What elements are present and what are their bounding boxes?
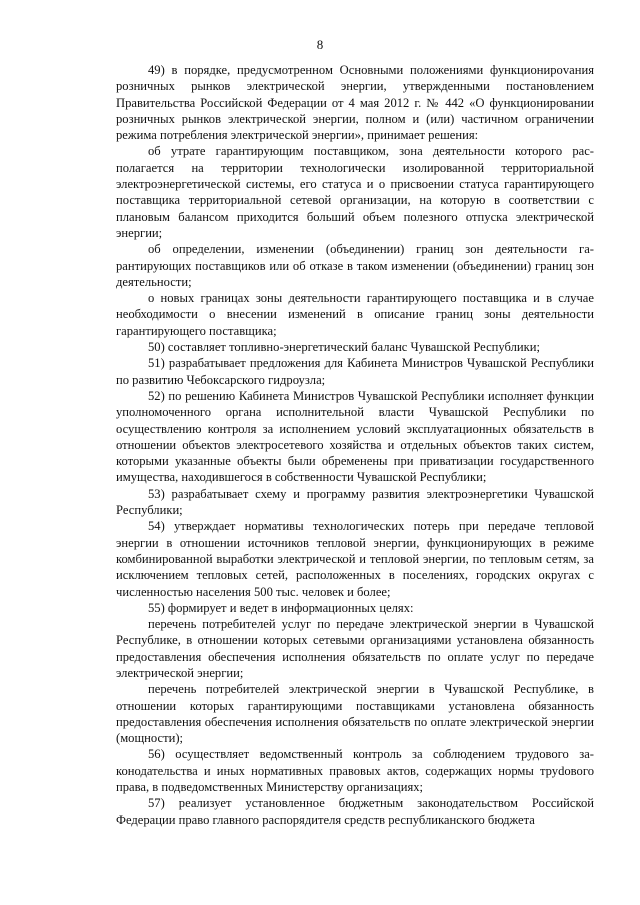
paragraph-54: 54) утверждает нормативы технологических потерь при передаче тепловой энергии в отношении источников тепловой энергии, функционирующих в режиме комбинированной выработки электрической и тепловой энергии, по тепловым сетям, за исключением тепловых сетей, расположенных в поселениях, городских округах с численностью населения 500 тыс. человек и более;	[116, 519, 594, 599]
paragraph-53: 53) разрабатывает схему и программу развития электроэнергетики Чувашской Республики;	[116, 486, 594, 518]
paragraph-57: 57) реализует установленное бюджетным законодательством Российской Федерации право главного распорядителя средств республиканского бюджета	[116, 796, 594, 827]
document-body	[116, 62, 594, 828]
paragraph-49-new-borders: о новых границах зоны деятельности гарантирующего поставщика и в случае необходимости о внесении изменений в описание границ зоны деятельности гарантирующего поставщика;	[116, 291, 594, 338]
paragraph-52: 52) по решению Кабинета Министров Чувашской Республики исполняет функции уполномоченного органа исполнительной власти Чувашской Республики по осуществлению контроля за исполнением условий эксплуатационных обязательств в отношении объектов электросетевого хозяйства и отдельных объектов таких систем, которыми указанные объекты были обременены при приватизации государственного имущества, находившегося в собственности Чувашской Республики;	[116, 388, 594, 485]
paragraph-55: 55) формирует и ведет в информационных целях:	[148, 600, 414, 615]
paragraph-49-status-loss: об утрате гарантирующим поставщиком, зона деятельности которого располагается на территории технологически изолированной территориальной электроэнергетической системы, его статуса и о присвоении статуса гарантирующего поставщика территориальной сетевой организации, на которую в соответствии с плановым балансом приходится больший объем полезного отпуска электрической энергии;	[116, 144, 594, 240]
paragraph-49: 49) в порядке, предусмотренном Основными положениями функционироvания розничных рынков электрической энергии, утвержденными постановлением Правительства Российской Федерации от 4 мая 2012 г. № 442 «О функционировании розничных рынков электрической энергии, полном и (или) частичном ограничении режима потребления электрической энергии», принимает решения:	[116, 63, 594, 143]
paragraph-49-zone-borders: об определении, изменении (объединении) границ зон деятельности гарантирующих поставщиков или об отказе в таком изменении (объединении) границ зон деятельности;	[116, 242, 594, 289]
paragraph-51: 51) разрабатывает предложения для Кабинета Министров Чувашской Республики по развитию Чебоксарского гидроузла;	[116, 356, 594, 387]
paragraph-55-energy-consumers: перечень потребителей электрической энергии в Чувашской Республике, в отношении которых гарантирующими поставщиками установлена обязанность предоставления обеспечения исполнения обязательств по оплате электрической энергии (мощности);	[116, 682, 594, 746]
paragraph-56: 56) осуществляет ведомственный контроль за соблюдением трудового законодательства и иных нормативных правовых актов, содержащих нормы труdового права, в подведомственных Министерству организациях;	[116, 747, 594, 795]
paragraph-55-grid-consumers: перечень потребителей услуг по передаче электрической энергии в Чувашской Республике, в отношении которых сетевыми организациями установлена обязанность предоставления обеспечения исполнения обязательств по оплате услуг по передаче электрической энергии;	[116, 617, 594, 680]
paragraph-50: 50) составляет топливно-энергетический баланс Чувашской Республики;	[148, 340, 541, 355]
page-number: 8	[316, 37, 324, 52]
